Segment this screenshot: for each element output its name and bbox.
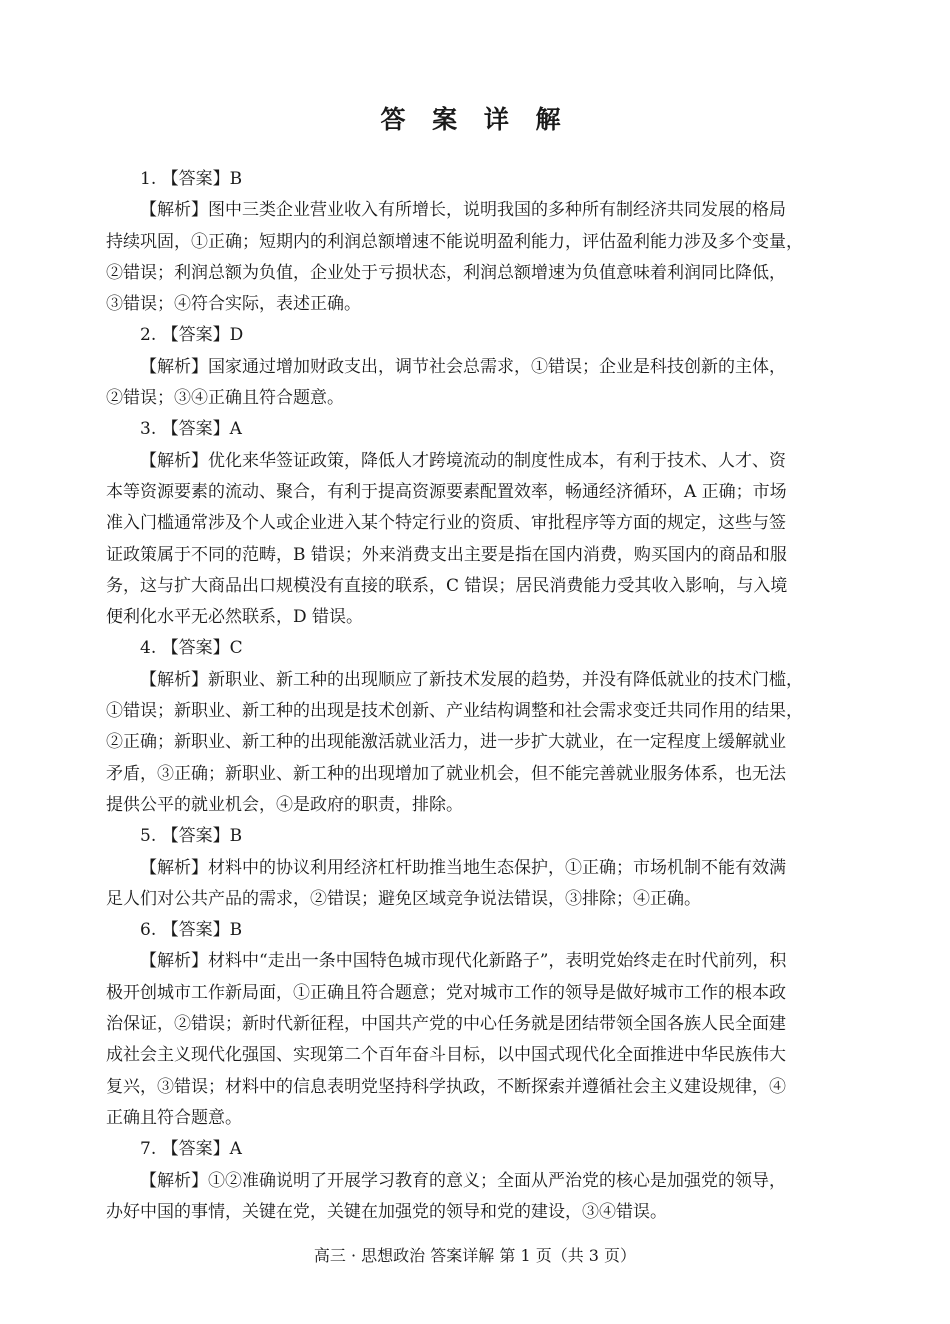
text-line: 【解析】图中三类企业营业收入有所增长，说明我国的多种所有制经济共同发展的格局 <box>140 200 786 221</box>
text-line: 3. 【答案】A <box>140 419 242 440</box>
page-title: 答 案 详 解 <box>380 105 570 134</box>
page-footer: 高三 · 思想政治 答案详解 第 1 页（共 3 页） <box>313 1246 637 1265</box>
text-line: 足人们对公共产品的需求，②错误；避免区域竞争说法错误，③排除；④正确。 <box>106 888 701 909</box>
text-line: 持续巩固，①正确；短期内的利润总额增速不能说明盈利能力，评估盈利能力涉及多个变量， <box>106 231 803 252</box>
text-line: 【解析】材料中的协议利用经济杠杆助推当地生态保护，①正确；市场机制不能有效满 <box>140 857 786 878</box>
text-line: 复兴，③错误；材料中的信息表明党坚持科学执政，不断探索并遵循社会主义建设规律，④ <box>106 1076 786 1097</box>
text-line: ③错误；④符合实际，表述正确。 <box>106 294 361 315</box>
text-line: 准入门槛通常涉及个人或企业进入某个特定行业的资质、审批程序等方面的规定，这些与签 <box>106 513 786 534</box>
text-line: 务，这与扩大商品出口规模没有直接的联系，C 错误；居民消费能力受其收入影响，与入境 <box>106 575 788 596</box>
text-line: 提供公平的就业机会，④是政府的职责，排除。 <box>106 794 463 815</box>
text-line: 【解析】国家通过增加财政支出，调节社会总需求，①错误；企业是科技创新的主体， <box>140 356 786 377</box>
text-line: 1. 【答案】B <box>140 169 243 189</box>
text-line: 4. 【答案】C <box>140 638 243 659</box>
text-line: 2. 【答案】D <box>140 325 244 346</box>
text-line: 办好中国的事情，关键在党，关键在加强党的领导和党的建设，③④错误。 <box>106 1201 667 1222</box>
text-line: 证政策属于不同的范畴，B 错误；外来消费支出主要是指在国内消费，购买国内的商品和服 <box>106 544 787 565</box>
text-line: 本等资源要素的流动、聚合，有利于提高资源要素配置效率，畅通经济循环，A 正确；市场 <box>106 481 787 502</box>
text-line: 成社会主义现代化强国、实现第二个百年奋斗目标，以中国式现代化全面推进中华民族伟大 <box>106 1045 786 1066</box>
text-line: 极开创城市工作新局面，①正确且符合题意；党对城市工作的领导是做好城市工作的根本政 <box>106 982 786 1003</box>
text-line: 【解析】材料中“走出一条中国特色城市现代化新路子”，表明党始终走在时代前列，积 <box>140 951 787 972</box>
text-line: ②正确；新职业、新工种的出现能激活就业活力，进一步扩大就业，在一定程度上缓解就业 <box>106 732 786 753</box>
text-line: 治保证，②错误；新时代新征程，中国共产党的中心任务就是团结带领全国各族人民全面建 <box>106 1014 786 1035</box>
text-line: 5. 【答案】B <box>140 826 243 847</box>
text-line: 6. 【答案】B <box>140 920 243 941</box>
answer-content <box>106 164 850 1228</box>
text-line: ①错误；新职业、新工种的出现是技术创新、产业结构调整和社会需求变迁共同作用的结果， <box>106 701 803 722</box>
text-line: 便利化水平无必然联系，D 错误。 <box>106 607 364 628</box>
text-line: 【解析】优化来华签证政策，降低人才跨境流动的制度性成本，有利于技术、人才、资 <box>140 450 786 471</box>
text-line: 【解析】①②准确说明了开展学习教育的意义；全面从严治党的核心是加强党的领导， <box>140 1170 786 1191</box>
text-line: ②错误；③④正确且符合题意。 <box>106 388 344 409</box>
text-line: 正确且符合题意。 <box>106 1107 242 1128</box>
text-line: 【解析】新职业、新工种的出现顺应了新技术发展的趋势，并没有降低就业的技术门槛， <box>140 669 803 690</box>
text-line: 矛盾，③正确；新职业、新工种的出现增加了就业机会，但不能完善就业服务体系，也无法 <box>106 763 786 784</box>
text-line: 7. 【答案】A <box>140 1139 242 1160</box>
text-line: ②错误；利润总额为负值，企业处于亏损状态，利润总额增速为负值意味着利润同比降低， <box>106 262 786 283</box>
